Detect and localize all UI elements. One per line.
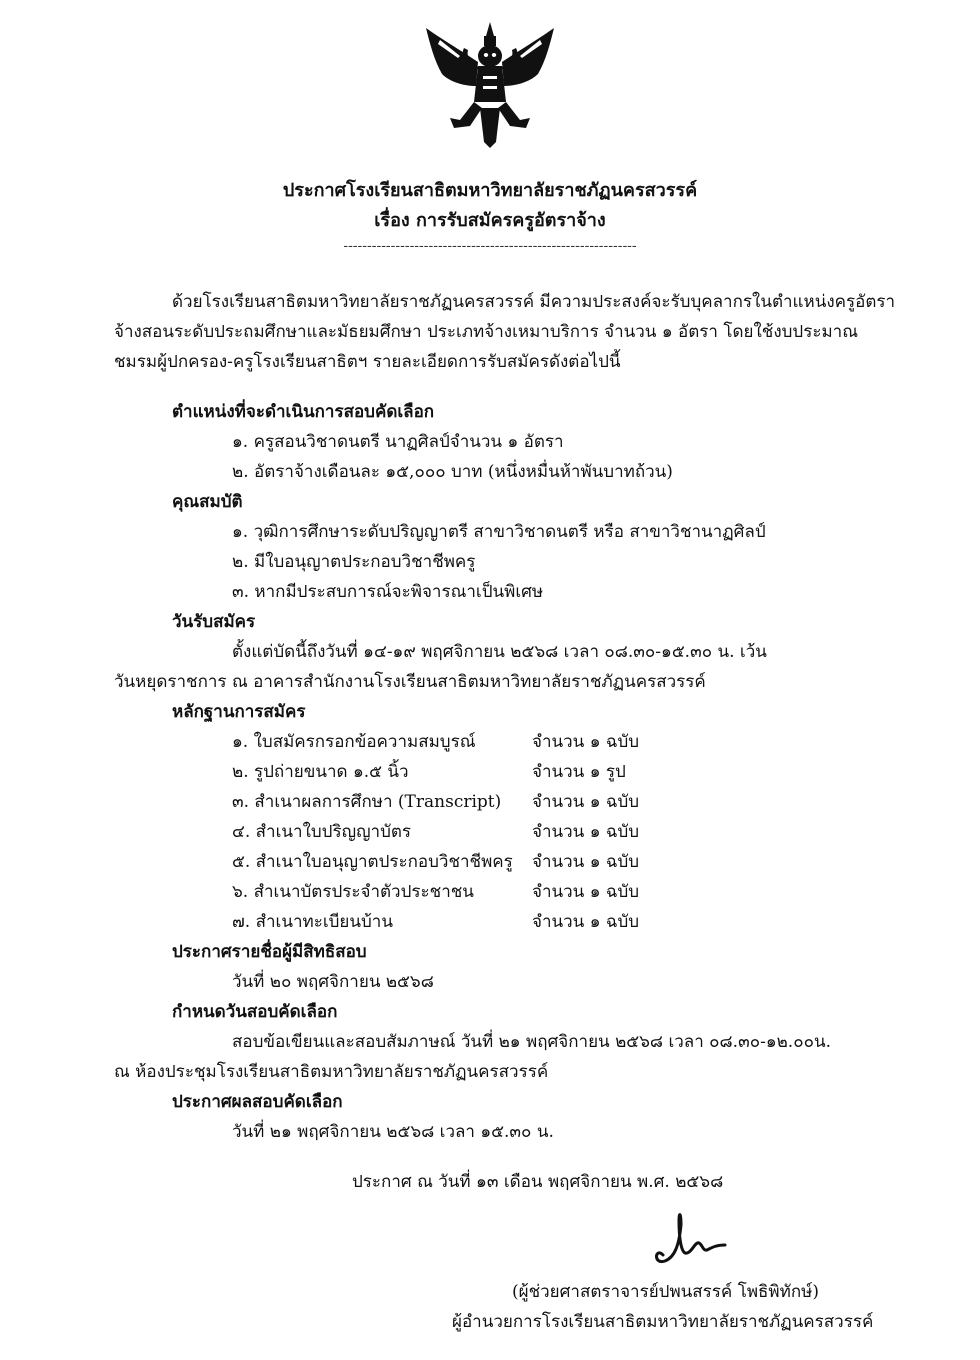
position-item-2: ๒. อัตราจ้างเดือนละ ๑๕,๐๐๐ บาท (หนึ่งหมื่นห้าพันบาทถ้วน) xyxy=(232,462,673,482)
application-heading: วันรับสมัคร xyxy=(172,612,256,632)
qualification-item-2: ๒. มีใบอนุญาตประกอบวิชาชีพครู xyxy=(232,552,476,572)
document-name: ๕. สำเนาใบอนุญาตประกอบวิชาชีพครู xyxy=(232,852,513,872)
document-quantity: จำนวน ๑ ฉบับ xyxy=(532,882,640,902)
signatory-title: ผู้อำนวยการโรงเรียนสาธิตมหาวิทยาลัยราชภัฏนครสวรรค์ xyxy=(452,1312,874,1332)
document-name: ๓. สำเนาผลการศึกษา (Transcript) xyxy=(232,792,502,812)
document-name: ๔. สำเนาใบปริญญาบัตร xyxy=(232,822,412,842)
documents-heading: หลักฐานการสมัคร xyxy=(172,702,306,722)
document-quantity: จำนวน ๑ ฉบับ xyxy=(532,912,640,932)
intro-line-3: ชมรมผู้ปกครอง-ครูโรงเรียนสาธิตฯ รายละเอียดการรับสมัครดังต่อไปนี้ xyxy=(114,352,621,372)
announcement-date: ประกาศ ณ วันที่ ๑๓ เดือน พฤศจิกายน พ.ศ. ๒๕๖๘ xyxy=(352,1172,724,1192)
garuda-emblem xyxy=(420,20,560,150)
announcement-title: ประกาศโรงเรียนสาธิตมหาวิทยาลัยราชภัฏนครสวรรค์ xyxy=(282,180,698,201)
document-row xyxy=(232,818,652,840)
exam-line-2: ณ ห้องประชุมโรงเรียนสาธิตมหาวิทยาลัยราชภัฏนครสวรรค์ xyxy=(114,1062,549,1082)
document-quantity: จำนวน ๑ รูป xyxy=(532,762,626,782)
document-row xyxy=(232,908,652,930)
application-line-2: วันหยุดราชการ ณ อาคารสำนักงานโรงเรียนสาธิตมหาวิทยาลัยราชภัฏนครสวรรค์ xyxy=(114,672,706,692)
position-heading: ตำแหน่งที่จะดำเนินการสอบคัดเลือก xyxy=(172,402,435,422)
signature xyxy=(645,1205,740,1270)
signatory-name: (ผู้ช่วยศาสตราจารย์ปพนสรรค์ โพธิพิทักษ์) xyxy=(512,1282,819,1302)
document-quantity: จำนวน ๑ ฉบับ xyxy=(532,792,640,812)
intro-line-2: จ้างสอนระดับประถมศึกษาและมัธยมศึกษา ประเภทจ้างเหมาบริการ จำนวน ๑ อัตรา โดยใช้งบประมาณ xyxy=(114,322,858,342)
qualification-item-1: ๑. วุฒิการศึกษาระดับปริญญาตรี สาขาวิชาดนตรี หรือ สาขาวิชานาฏศิลป์ xyxy=(232,522,766,542)
document-quantity: จำนวน ๑ ฉบับ xyxy=(532,822,640,842)
document-name: ๑. ใบสมัครกรอกข้อความสมบูรณ์ xyxy=(232,732,476,752)
application-line-1: ตั้งแต่บัดนี้ถึงวันที่ ๑๔-๑๙ พฤศจิกายน ๒๕๖๘ เวลา ๐๘.๓๐-๑๕.๓๐ น. เว้น xyxy=(232,642,767,662)
exam-heading: กำหนดวันสอบคัดเลือก xyxy=(172,1002,338,1022)
qualification-item-3: ๓. หากมีประสบการณ์จะพิจารณาเป็นพิเศษ xyxy=(232,582,544,602)
document-name: ๖. สำเนาบัตรประจำตัวประชาชน xyxy=(232,882,474,902)
exam-line-1: สอบข้อเขียนและสอบสัมภาษณ์ วันที่ ๒๑ พฤศจิกายน ๒๕๖๘ เวลา ๐๘.๓๐-๑๒.๐๐น. xyxy=(232,1032,831,1052)
eligible-date: วันที่ ๒๐ พฤศจิกายน ๒๕๖๘ xyxy=(232,972,434,992)
results-heading: ประกาศผลสอบคัดเลือก xyxy=(172,1092,343,1112)
document-row xyxy=(232,878,652,900)
eligible-heading: ประกาศรายชื่อผู้มีสิทธิสอบ xyxy=(172,942,367,962)
document-row xyxy=(232,728,652,750)
intro-line-1: ด้วยโรงเรียนสาธิตมหาวิทยาลัยราชภัฏนครสวรรค์ มีความประสงค์จะรับบุคลากรในตำแหน่งครูอัตรา xyxy=(172,292,896,312)
document-quantity: จำนวน ๑ ฉบับ xyxy=(532,852,640,872)
document-name: ๒. รูปถ่ายขนาด ๑.๕ นิ้ว xyxy=(232,762,409,782)
document-name: ๗. สำเนาทะเบียนบ้าน xyxy=(232,912,393,932)
announcement-subject: เรื่อง การรับสมัครครูอัตราจ้าง xyxy=(374,210,606,231)
header-divider: -------------------------------------------------------------- xyxy=(343,238,637,254)
document-row xyxy=(232,788,652,810)
qualifications-heading: คุณสมบัติ xyxy=(172,492,243,512)
document-quantity: จำนวน ๑ ฉบับ xyxy=(532,732,640,752)
document-row xyxy=(232,848,652,870)
document-row xyxy=(232,758,652,780)
results-date: วันที่ ๒๑ พฤศจิกายน ๒๕๖๘ เวลา ๑๕.๓๐ น. xyxy=(232,1122,554,1142)
position-item-1: ๑. ครูสอนวิชาดนตรี นาฏศิลป์จำนวน ๑ อัตรา xyxy=(232,432,564,452)
